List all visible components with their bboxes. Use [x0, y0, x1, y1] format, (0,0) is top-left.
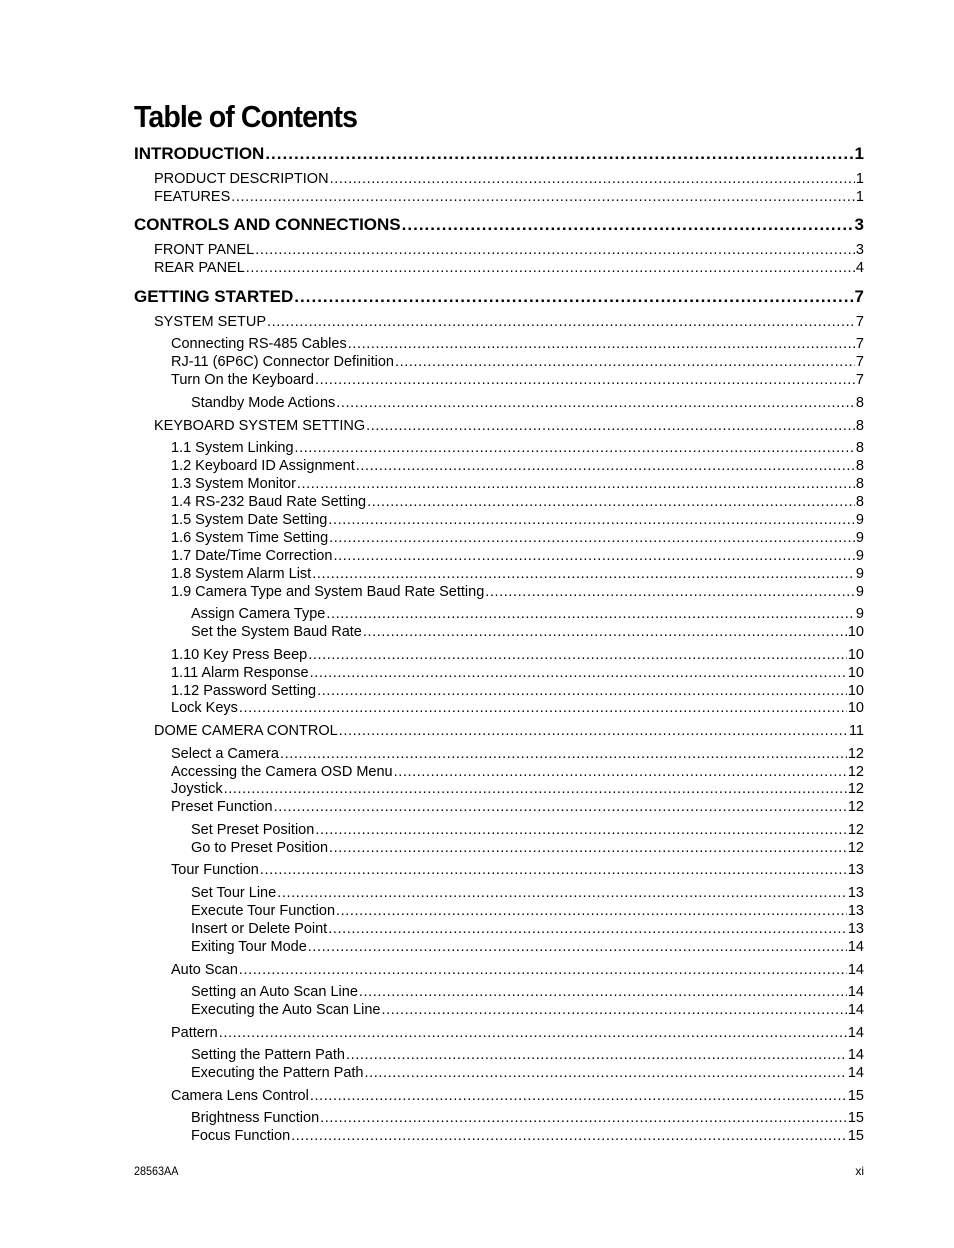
dot-leader: [310, 665, 847, 682]
toc-entry-label: INTRODUCTION: [134, 144, 265, 163]
toc-entry-label: Joystick: [171, 781, 223, 797]
toc-entry-page: 1: [855, 189, 864, 205]
toc-entry-label: Executing the Pattern Path: [191, 1065, 364, 1081]
dot-leader: [312, 566, 855, 583]
toc-entry-page: 10: [847, 683, 864, 699]
dot-leader: [277, 885, 847, 902]
dot-leader: [328, 921, 847, 938]
toc-entry[interactable]: [134, 287, 864, 307]
toc-entry-page: 8: [855, 418, 864, 434]
toc-entry-label: 1.5 System Date Setting: [171, 512, 328, 528]
toc-entry-page: 8: [855, 458, 864, 474]
toc-entry-page: 12: [847, 781, 864, 797]
dot-leader: [297, 476, 855, 493]
document-number: 28563AA: [134, 1164, 179, 1178]
dot-leader: [315, 372, 855, 389]
dot-leader: [274, 799, 847, 816]
toc-entry[interactable]: [171, 746, 864, 763]
toc-entry-page: 15: [847, 1128, 864, 1144]
toc-entry[interactable]: [171, 862, 864, 879]
toc-entry[interactable]: [191, 395, 864, 412]
toc-entry[interactable]: [154, 314, 864, 331]
toc-entry-page: 13: [847, 885, 864, 901]
dot-leader: [339, 723, 848, 740]
toc-entry-page: 13: [847, 903, 864, 919]
dot-leader: [219, 1025, 847, 1042]
dot-leader: [315, 822, 847, 839]
toc-entry[interactable]: [171, 700, 864, 717]
toc-entry-page: 3: [855, 242, 864, 258]
toc-entry-label: 1.7 Date/Time Correction: [171, 548, 333, 564]
toc-entry[interactable]: [191, 885, 864, 902]
toc-entry-page: 14: [847, 1002, 864, 1018]
toc-entry-label: Execute Tour Function: [191, 903, 336, 919]
toc-entry[interactable]: [191, 624, 864, 641]
toc-entry-page: 8: [855, 440, 864, 456]
toc-entry-page: 9: [855, 548, 864, 564]
toc-entry-page: 4: [855, 260, 864, 276]
toc-entry[interactable]: [154, 418, 864, 435]
dot-leader: [359, 984, 847, 1001]
toc-entry-page: 12: [847, 764, 864, 780]
toc-entry[interactable]: [191, 822, 864, 839]
toc-entry[interactable]: [171, 764, 864, 781]
dot-leader: [395, 354, 855, 371]
toc-entry[interactable]: [154, 260, 864, 277]
dot-leader: [280, 746, 847, 763]
toc-entry-label: Preset Function: [171, 799, 273, 815]
toc-entry-label: Set the System Baud Rate: [191, 624, 362, 640]
toc-entry[interactable]: [171, 530, 864, 547]
toc-entry-page: 9: [855, 566, 864, 582]
dot-leader: [365, 1065, 847, 1082]
dot-leader: [255, 242, 855, 259]
toc-entry-label: FEATURES: [154, 189, 231, 205]
toc-entry-page: 15: [847, 1088, 864, 1104]
toc-entry-label: 1.3 System Monitor: [171, 476, 296, 492]
toc-entry-label: Exiting Tour Mode: [191, 939, 307, 955]
toc-entry-page: 10: [847, 624, 864, 640]
toc-entry-label: Setting an Auto Scan Line: [191, 984, 358, 1000]
toc-entry[interactable]: [171, 781, 864, 798]
toc-entry-label: Go to Preset Position: [191, 840, 329, 856]
toc-entry-page: 1: [855, 171, 864, 187]
toc-entry[interactable]: [191, 1002, 864, 1019]
toc-entry[interactable]: [191, 1128, 864, 1145]
toc-entry-label: Accessing the Camera OSD Menu: [171, 764, 393, 780]
page-number: xi: [855, 1164, 864, 1178]
dot-leader: [231, 189, 855, 206]
toc-entry-label: 1.4 RS-232 Baud Rate Setting: [171, 494, 367, 510]
dot-leader: [308, 939, 847, 956]
dot-leader: [363, 624, 847, 641]
dot-leader: [260, 862, 847, 879]
toc-entry-label: Connecting RS-485 Cables: [171, 336, 347, 352]
dot-leader: [295, 440, 855, 457]
toc-entry-page: 9: [855, 584, 864, 600]
toc-entry[interactable]: [171, 962, 864, 979]
toc-entry[interactable]: [191, 606, 864, 623]
toc-entry-page: 9: [855, 530, 864, 546]
dot-leader: [291, 1128, 847, 1145]
dot-leader: [320, 1110, 847, 1127]
toc-entry-page: 3: [854, 215, 864, 234]
toc-entry[interactable]: [171, 1088, 864, 1105]
toc-entry-label: Assign Camera Type: [191, 606, 326, 622]
toc-entry[interactable]: [191, 939, 864, 956]
toc-entry[interactable]: [171, 494, 864, 511]
toc-entry-label: 1.10 Key Press Beep: [171, 647, 308, 663]
toc-entry-label: Select a Camera: [171, 746, 279, 762]
toc-entry[interactable]: [191, 903, 864, 920]
dot-leader: [246, 260, 855, 277]
toc-entry-label: RJ-11 (6P6C) Connector Definition: [171, 354, 394, 370]
toc-entry[interactable]: [134, 215, 864, 235]
toc-entry-label: Lock Keys: [171, 700, 238, 716]
toc-entry-page: 9: [855, 512, 864, 528]
toc-entry[interactable]: [171, 683, 864, 700]
toc-entry-label: Set Preset Position: [191, 822, 315, 838]
toc-entry-label: Set Tour Line: [191, 885, 277, 901]
toc-entry[interactable]: [191, 840, 864, 857]
dot-leader: [366, 418, 855, 435]
dot-leader: [308, 647, 847, 664]
toc-entry[interactable]: [171, 1025, 864, 1042]
toc-entry-label: Focus Function: [191, 1128, 291, 1144]
toc-entry[interactable]: [171, 440, 864, 457]
toc-entry[interactable]: [171, 799, 864, 816]
dot-leader: [294, 287, 853, 307]
toc-entry-label: Brightness Function: [191, 1110, 320, 1126]
toc-entry-page: 7: [855, 314, 864, 330]
toc-entry-label: SYSTEM SETUP: [154, 314, 266, 330]
toc-entry-label: CONTROLS AND CONNECTIONS: [134, 215, 401, 234]
toc-entry-page: 13: [847, 921, 864, 937]
toc-entry[interactable]: [171, 476, 864, 493]
toc-entry-page: 12: [847, 746, 864, 762]
toc-entry[interactable]: [171, 665, 864, 682]
toc-entry-label: PRODUCT DESCRIPTION: [154, 171, 329, 187]
toc-entry-page: 7: [855, 354, 864, 370]
toc-entry-label: Insert or Delete Point: [191, 921, 328, 937]
dot-leader: [329, 530, 855, 547]
dot-leader: [333, 548, 854, 565]
toc-entry-page: 12: [847, 799, 864, 815]
toc-entry-page: 10: [847, 665, 864, 681]
toc-entry[interactable]: [171, 354, 864, 371]
toc-entry[interactable]: [171, 584, 864, 601]
dot-leader: [224, 781, 847, 798]
dot-leader: [336, 395, 855, 412]
dot-leader: [485, 584, 855, 601]
dot-leader: [330, 171, 855, 188]
toc-entry-label: 1.1 System Linking: [171, 440, 294, 456]
toc-entry[interactable]: [171, 647, 864, 664]
dot-leader: [381, 1002, 846, 1019]
toc-entry[interactable]: [171, 512, 864, 529]
toc-entry[interactable]: [191, 984, 864, 1001]
toc-entry-label: Standby Mode Actions: [191, 395, 336, 411]
dot-leader: [356, 458, 855, 475]
toc-entry-page: 7: [854, 287, 864, 306]
toc-entry[interactable]: [191, 1047, 864, 1064]
dot-leader: [336, 903, 847, 920]
toc-entry-label: GETTING STARTED: [134, 287, 294, 306]
toc-entry-page: 14: [847, 1047, 864, 1063]
dot-leader: [329, 840, 847, 857]
toc-entry-label: DOME CAMERA CONTROL: [154, 723, 338, 739]
toc-entry[interactable]: [154, 723, 864, 740]
toc-entry-page: 9: [855, 606, 864, 622]
dot-leader: [265, 144, 853, 164]
dot-leader: [317, 683, 847, 700]
toc-entry-label: 1.6 System Time Setting: [171, 530, 329, 546]
toc-entry-page: 8: [855, 494, 864, 510]
toc-entry-label: 1.9 Camera Type and System Baud Rate Setting: [171, 584, 485, 600]
page-title: Table of Contents: [134, 99, 358, 134]
toc-entry-label: KEYBOARD SYSTEM SETTING: [154, 418, 366, 434]
toc-entry-page: 14: [847, 939, 864, 955]
toc-entry-page: 14: [847, 962, 864, 978]
toc-entry[interactable]: [171, 458, 864, 475]
toc-entry-page: 14: [847, 984, 864, 1000]
toc-entry-page: 15: [847, 1110, 864, 1126]
dot-leader: [328, 512, 855, 529]
toc-entry-page: 14: [847, 1025, 864, 1041]
toc-entry-label: Turn On the Keyboard: [171, 372, 314, 388]
toc-entry-page: 8: [855, 395, 864, 411]
toc-entry[interactable]: [191, 1110, 864, 1127]
toc-entry-page: 10: [847, 700, 864, 716]
toc-entry-page: 10: [847, 647, 864, 663]
dot-leader: [326, 606, 855, 623]
toc-entry-page: 14: [847, 1065, 864, 1081]
dot-leader: [239, 962, 847, 979]
dot-leader: [267, 314, 855, 331]
toc-entry-page: 1: [854, 144, 864, 163]
toc-entry[interactable]: [154, 189, 864, 206]
toc-entry-page: 13: [847, 862, 864, 878]
toc-entry-label: 1.2 Keyboard ID Assignment: [171, 458, 355, 474]
toc-entry[interactable]: [154, 242, 864, 259]
toc-entry[interactable]: [171, 566, 864, 583]
toc-entry[interactable]: [171, 336, 864, 353]
dot-leader: [239, 700, 847, 717]
dot-leader: [346, 1047, 847, 1064]
toc-entry-page: 12: [847, 822, 864, 838]
toc-entry-label: Pattern: [171, 1025, 218, 1041]
toc-entry-label: Auto Scan: [171, 962, 238, 978]
dot-leader: [367, 494, 855, 511]
toc-entry-label: 1.8 System Alarm List: [171, 566, 312, 582]
dot-leader: [310, 1088, 847, 1105]
toc-entry-page: 7: [855, 336, 864, 352]
toc-entry-page: 7: [855, 372, 864, 388]
toc-entry-label: 1.11 Alarm Response: [171, 665, 309, 681]
toc-entry[interactable]: [191, 921, 864, 938]
toc-entry-label: Tour Function: [171, 862, 259, 878]
toc-entry-label: 1.12 Password Setting: [171, 683, 317, 699]
toc-entry-page: 12: [847, 840, 864, 856]
dot-leader: [402, 215, 854, 235]
dot-leader: [394, 764, 847, 781]
toc-entry-label: REAR PANEL: [154, 260, 245, 276]
toc-entry-label: FRONT PANEL: [154, 242, 255, 258]
toc-entry[interactable]: [191, 1065, 864, 1082]
toc-entry-label: Setting the Pattern Path: [191, 1047, 345, 1063]
toc-entry-label: Executing the Auto Scan Line: [191, 1002, 381, 1018]
dot-leader: [348, 336, 855, 353]
toc-entry[interactable]: [134, 144, 864, 164]
toc-entry[interactable]: [171, 548, 864, 565]
toc-entry-page: 11: [848, 723, 864, 739]
toc-entry[interactable]: [171, 372, 864, 389]
toc-entry-label: Camera Lens Control: [171, 1088, 309, 1104]
toc-entry[interactable]: [154, 171, 864, 188]
toc-entry-page: 8: [855, 476, 864, 492]
